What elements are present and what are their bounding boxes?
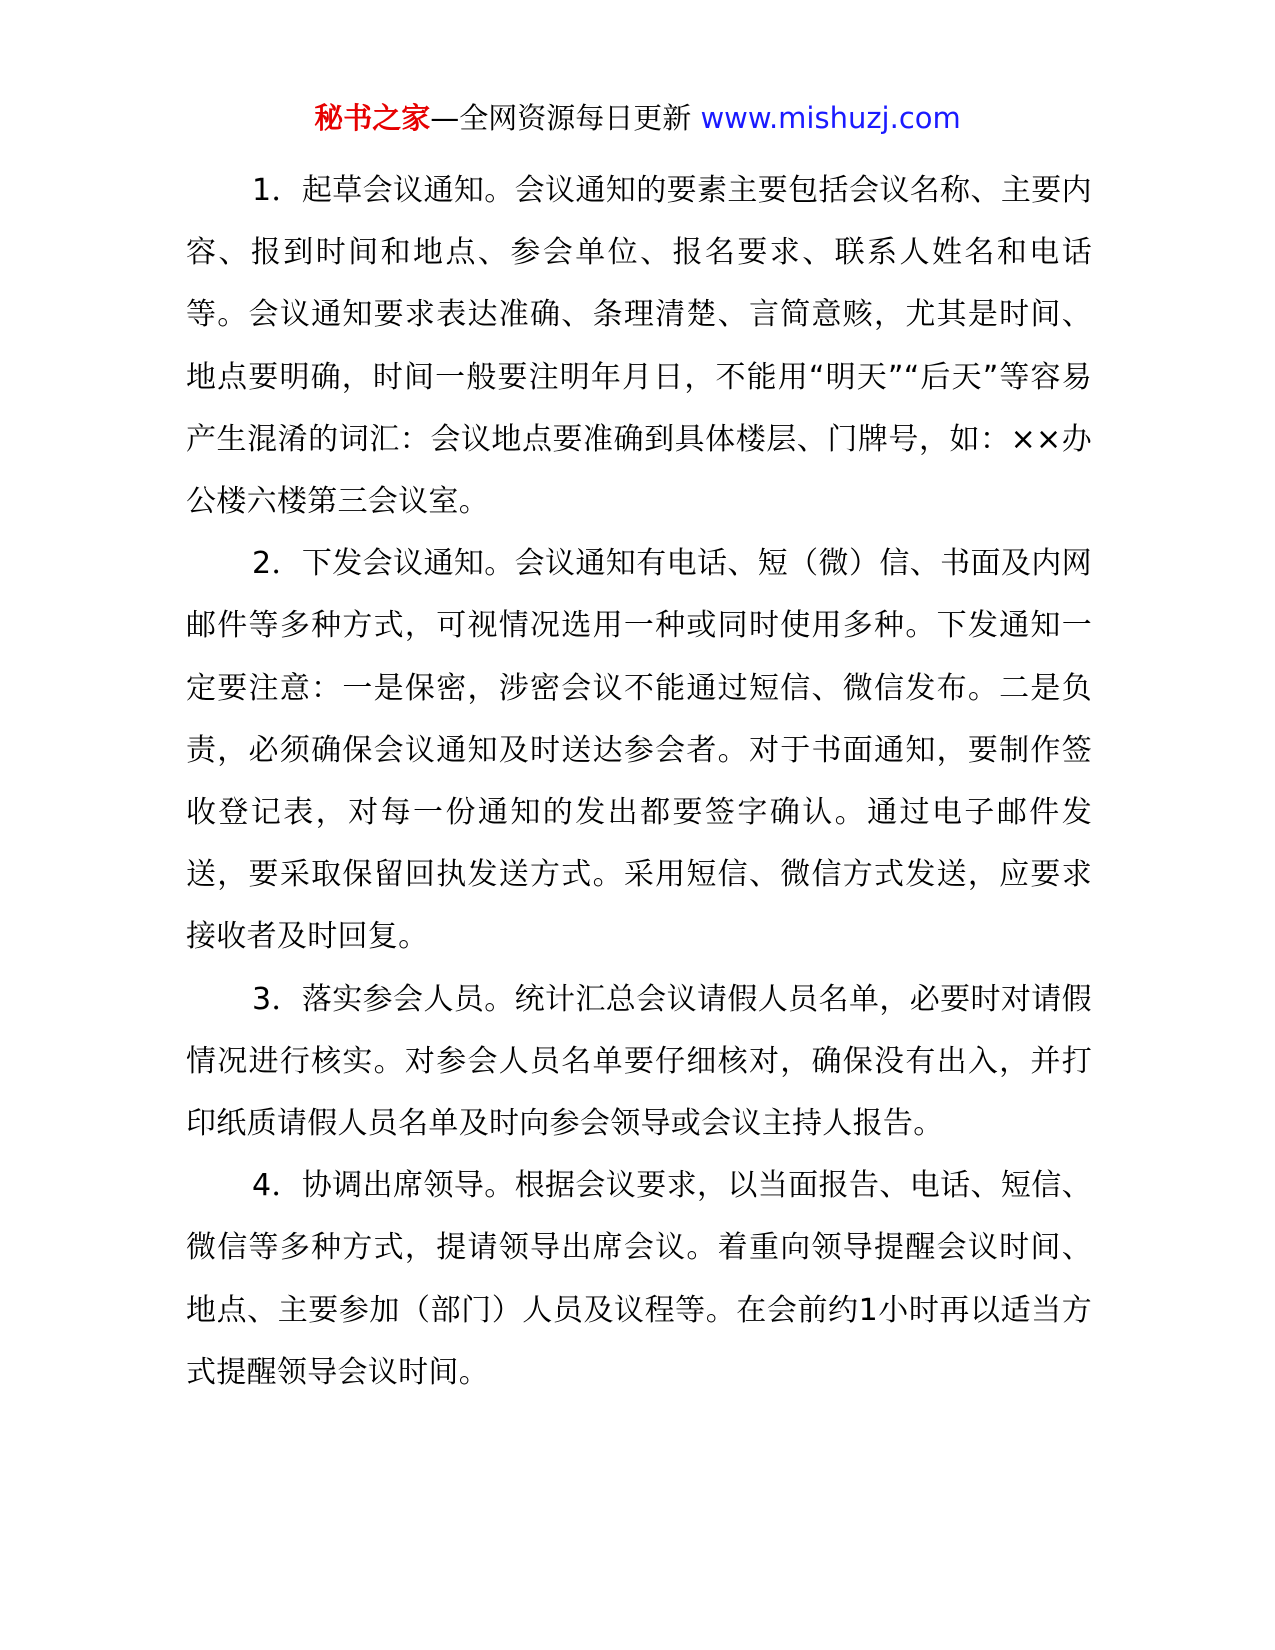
paragraph-2: 2．下发会议通知。会议通知有电话、短（微）信、书面及内网邮件等多种方式，可视情况选用一种或同时使用多种。下发通知一定要注意：一是保密，涉密会议不能通过短信、微信发布。二是负责，必须确保会议通知及时送达参会者。对于书面通知，要制作签收登记表，对每一份通知的发出都要签字确认。通过电子邮件发送，要采取保留回执发送方式。采用短信、微信方式发送，应要求接收者及时回复。 — [186, 546, 1092, 955]
page-header — [0, 98, 1275, 138]
site-tagline: —全网资源每日更新 — [430, 101, 701, 135]
site-url-link[interactable]: www.mishuzj.com — [700, 101, 961, 135]
document-body — [186, 160, 1092, 1404]
paragraph-4: 4．协调出席领导。根据会议要求，以当面报告、电话、短信、微信等多种方式，提请领导出席会议。着重向领导提醒会议时间、地点、主要参加（部门）人员及议程等。在会前约1小时再以适当方式提醒领导会议时间。 — [186, 1168, 1092, 1390]
paragraph-1: 1．起草会议通知。会议通知的要素主要包括会议名称、主要内容、报到时间和地点、参会单位、报名要求、联系人姓名和电话等。会议通知要求表达准确、条理清楚、言简意赅，尤其是时间、地点要明确，时间一般要注明年月日，不能用“明天”“后天”等容易产生混淆的词汇：会议地点要准确到具体楼层、门牌号，如：××办公楼六楼第三会议室。 — [186, 173, 1092, 520]
site-brand: 秘书之家 — [314, 101, 431, 135]
paragraph-3: 3．落实参会人员。统计汇总会议请假人员名单，必要时对请假情况进行核实。对参会人员名单要仔细核对，确保没有出入，并打印纸质请假人员名单及时向参会领导或会议主持人报告。 — [186, 981, 1092, 1142]
